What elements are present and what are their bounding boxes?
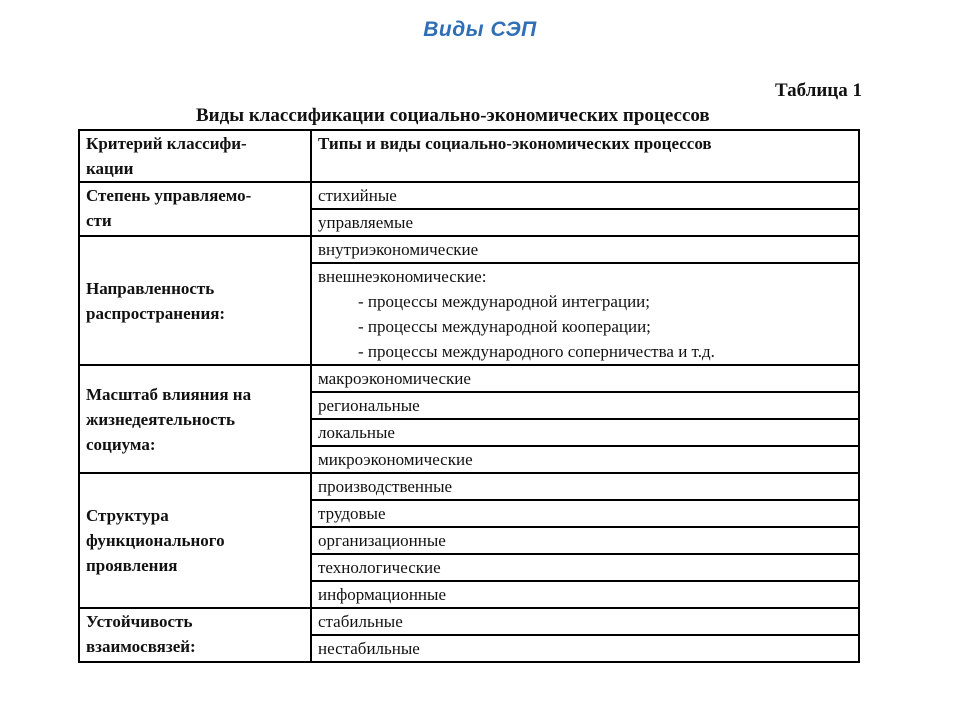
type-cell: технологические (311, 554, 859, 581)
table-row (79, 182, 859, 209)
criterion-cell: Устойчивость взаимосвязей: (79, 608, 311, 662)
type-cell: организационные (311, 527, 859, 554)
table-row (79, 608, 859, 635)
complex-item: - процессы международного соперничества и т.д. (358, 342, 715, 361)
type-cell: микроэкономические (311, 446, 859, 473)
table-caption: Виды классификации социально-экономических процессов (196, 105, 710, 126)
criterion-cell: Масштаб влияния на жизнедеятельность социума: (79, 365, 311, 473)
type-cell: макроэкономические (311, 365, 859, 392)
table-row (79, 236, 859, 263)
criterion-cell: Степень управляемо- сти (79, 182, 311, 236)
type-cell: региональные (311, 392, 859, 419)
complex-item: - процессы международной кооперации; (358, 317, 651, 336)
criterion-cell: Направленность распространения: (79, 236, 311, 365)
type-cell-complex (311, 263, 859, 365)
classification-table (78, 129, 860, 663)
type-cell: трудовые (311, 500, 859, 527)
header-criterion: Критерий классифи- кации (79, 130, 311, 182)
slide-title: Виды СЭП (423, 18, 537, 41)
type-cell: внутриэкономические (311, 236, 859, 263)
complex-label: внешнеэкономические: (318, 267, 487, 286)
complex-item: - процессы международной интеграции; (358, 292, 650, 311)
table-body (79, 130, 859, 662)
table-number: Таблица 1 (774, 80, 862, 101)
table-row (79, 365, 859, 392)
type-cell: управляемые (311, 209, 859, 236)
type-cell: стихийные (311, 182, 859, 209)
criterion-cell: Структура функционального проявления (79, 473, 311, 608)
type-cell: производственные (311, 473, 859, 500)
type-cell: стабильные (311, 608, 859, 635)
type-cell: информационные (311, 581, 859, 608)
table-header-row (79, 130, 859, 182)
header-types: Типы и виды социально-экономических процессов (311, 130, 859, 182)
type-cell: локальные (311, 419, 859, 446)
type-cell: нестабильные (311, 635, 859, 662)
table-row (79, 473, 859, 500)
